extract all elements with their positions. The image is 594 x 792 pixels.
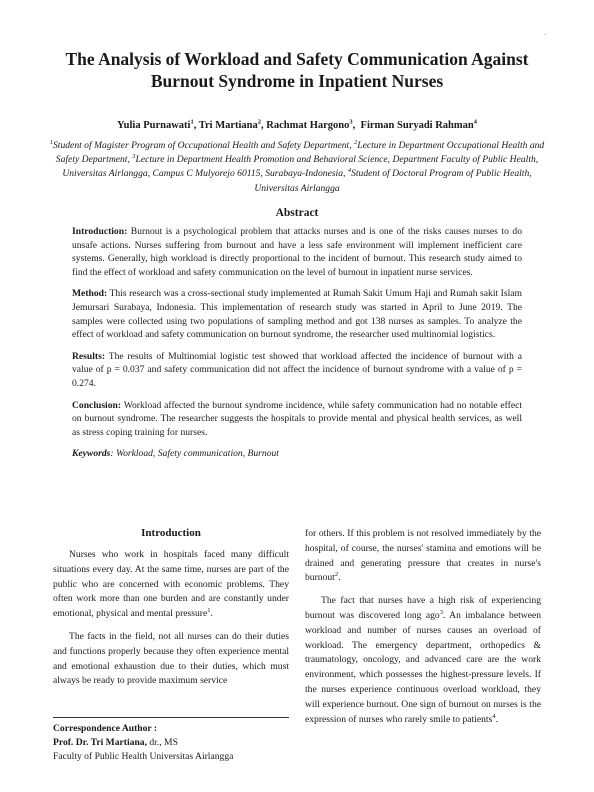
abstract-section-results [72, 350, 522, 391]
body-column-right [305, 527, 541, 735]
paper-title: The Analysis of Workload and Safety Communication Against Burnout Syndrome in Inpatient Nurses [65, 49, 529, 91]
keywords-text: : Workload, Safety communication, Burnout [110, 448, 279, 460]
paragraph-tail: . An imbalance between workload and number of nurses causes an overload of workload. The emergency department, orthopedics & traumatology, oncology, and advanced care are the work environment, which possesses the highest-pressure levels. If the nurses experience continuous overload workload, they will experience burnout. One sign of burnout on nurses is the expression of nurses who rarely smile to patients [305, 609, 542, 725]
author-name: Firman Suryadi Rahman [360, 120, 474, 131]
affil-sup: 1 [49, 138, 53, 146]
abstract-section-method [72, 287, 522, 341]
body-column-left [53, 526, 289, 697]
citation-sup: 4 [492, 712, 496, 720]
author-sup: 3 [349, 118, 353, 126]
author-name: Yulia Purnawati [117, 120, 191, 131]
section-text: This research was a cross-sectional study implemented at Rumah Sakit Umum Haji and Rumah sakit Islam Jemursari Surabaya, Indonesia. This implementation of research study was started in April to June 2019. The samples were collected using two populations of sampling method and got 138 nurses as samples. To analyze the effect of workload and safety communication on burnout syndrome, the researcher used multinomial logistics. [72, 288, 522, 341]
affiliations [40, 139, 554, 196]
correspondence-block [53, 722, 293, 764]
body-paragraph [53, 630, 289, 689]
corner-mark: . [544, 28, 546, 37]
correspondence-degrees: dr., MS [146, 737, 178, 748]
introduction-heading: Introduction [141, 527, 201, 539]
section-label: Results: [72, 350, 106, 362]
author-name: Tri Martiana [198, 120, 258, 131]
author-list: Yulia Purnawati$^1$, Tri Martiana$^2$, Rachmat Hargono$^3$, Firman Suryadi Rahman$^4$ [117, 118, 477, 131]
author-sup: 4 [473, 118, 477, 126]
body-paragraph [53, 548, 289, 622]
paragraph-tail: . [338, 572, 341, 584]
section-text: Workload affected the burnout syndrome incidence, while safety communication had no notable effect on burnout syndrome. The researcher suggests the hospitals to provide mental and physical health services, as well as stress coping training for nurses. [72, 399, 522, 438]
affiliation: Lecture in Department Health Promotion and Behavioral Science, Department Faculty of Public Health, Universitas Airlangga, Campus C Mulyorejo 60115, Surabaya-Indonesia, [62, 154, 539, 180]
correspondence-name: Prof. Dr. Tri Martiana, [53, 737, 147, 748]
affil-sup: 3 [132, 153, 136, 161]
author-name: Rachmat Hargono [266, 120, 350, 131]
section-label: Conclusion: [72, 399, 122, 411]
correspondence-author [53, 736, 293, 750]
correspondence-institution: Faculty of Public Health Universitas Airlangga [53, 751, 234, 762]
author-sup: 1 [190, 118, 194, 126]
paragraph-text: Nurses who work in hospitals faced many difficult situations every day. At the same time, nurses are part of the public who are concerned with economic problems. They often work more than one burden and are constantly under emotional, physical and mental pressure [53, 549, 289, 620]
citation-sup: 1 [207, 607, 211, 614]
affiliation: Lecture in Department Occupational Health and Safety Department, [55, 140, 545, 166]
affil-sup: 4 [347, 167, 352, 175]
keywords-label: Keywords [72, 448, 111, 460]
paragraph-text: The facts in the field, not all nurses can do their duties and functions properly because they often experience mental and emotional exhaustion due to their duties, which must always be ready to provide maximum service [53, 630, 289, 687]
section-text: Burnout is a psychological problem that attacks nurses and is one of the risks causes nurses to do unsafe actions. Nurses suffering from burnout and have a less safe environment will implement inefficient care systems. Generally, high workload is directly proportional to the incident of burnout. This research study aimed to find the effect of workload and safety communication on the level of burnout in inpatient nurse services. [72, 226, 522, 278]
affiliation: Student of Doctoral Program of Public Health, Universitas Airlangga [254, 168, 532, 194]
paragraph-text: for others. If this problem is not resolved immediately by the hospital, of course, the nurses' stamina and emotions will be drained and generating pressure that creates in nurse's burnout [305, 528, 541, 584]
abstract-heading: Abstract [275, 207, 319, 219]
affiliation: Student of Magister Program of Occupational Health and Safety Department, [53, 140, 355, 151]
keywords-line [72, 447, 522, 461]
citation-sup: 2 [334, 571, 339, 579]
section-label: Introduction: [72, 226, 128, 237]
correspondence-divider [53, 717, 289, 718]
citation-sup: 3 [439, 608, 443, 616]
paragraph-tail: . [495, 713, 498, 725]
paragraph-tail: . [210, 608, 213, 620]
paragraph-text: The fact that nurses have a high risk of experiencing burnout was discovered long ago [305, 595, 541, 621]
body-paragraph [305, 594, 541, 727]
abstract-section-conclusion [72, 399, 522, 440]
body-paragraph [305, 527, 541, 586]
correspondence-heading: Correspondence Author : [53, 723, 158, 734]
abstract-section-introduction [72, 225, 522, 279]
abstract-body [72, 225, 522, 469]
section-label: Method: [72, 288, 108, 300]
author-sup: 2 [257, 118, 262, 126]
affil-sup: 2 [354, 138, 358, 146]
section-text: The results of Multinomial logistic test showed that workload affected the incidence of burnout with a value of p = 0.037 and safety communication did not affect the incidence of burnout syndrome with a value of p = 0.274. [72, 350, 522, 389]
